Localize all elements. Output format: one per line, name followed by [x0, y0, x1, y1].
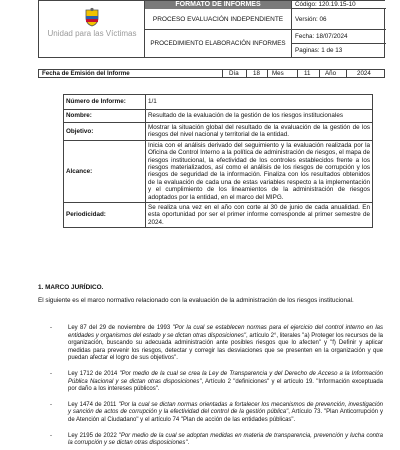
document-header: [38, 0, 385, 58]
row-value: 1/1: [146, 95, 373, 110]
table-row: [64, 95, 373, 110]
month-value: 11: [297, 70, 310, 77]
table-row: [64, 203, 373, 228]
law-detail: , Artículo 2 "definiciones" y el artículo 19. "Información exceptuada por daño a los intereses públicos".: [68, 378, 383, 393]
row-value: Se realiza una vez en el año con corte al 30 de junio de cada anualidad. En esta oportunidad por ser el primer informe corresponde al primer semestre de 2024.: [146, 203, 373, 228]
logo-cell: [39, 1, 145, 58]
row-key: Nombre:: [64, 110, 146, 123]
law-lead: Ley 1712 de 2014: [68, 370, 120, 377]
procedure-name: PROCEDIMIENTO ELABORACIÓN INFORMES: [150, 40, 286, 47]
doc-pages: Paginas: 1 de 13: [295, 47, 343, 54]
doc-version: Versión: 06: [292, 9, 386, 30]
section-intro: El siguiente es el marco normativo relacionado con la evaluación de la administración de los riesgos institucional.: [38, 297, 354, 304]
table-row: [64, 110, 373, 123]
process-name: PROCESO EVALUACIÓN INDEPENDIENTE: [145, 9, 291, 30]
list-item: [68, 325, 383, 363]
row-key: Alcance:: [64, 140, 146, 202]
law-list: [68, 325, 383, 450]
list-item: [68, 433, 383, 448]
law-title: "Por medio de la cual se crea la Ley de Transparencia y del Derecho de Acceso a la Información Pública Nacional y se dictan otras disposiciones": [68, 370, 384, 385]
row-key: Número de Informe:: [64, 95, 146, 110]
row-key: Objetivo:: [64, 123, 146, 141]
day-label: Día: [222, 70, 239, 77]
org-logo-text: Unidad para las Víctimas: [47, 29, 137, 38]
law-title: "Por la cual se dictan normas orientadas a fortalecer los mecanismos de prevención, investigación y sanción de actos de corrupción y la efectividad del control de la gestión pública": [68, 401, 384, 416]
header-meta: [291, 1, 385, 58]
year-label: Año: [319, 70, 336, 77]
law-detail: .: [187, 440, 190, 447]
row-value: Resultado de la evaluación de la gestión de los riesgos institucionales: [146, 110, 373, 123]
law-title: "Por medio de la cual se adoptan medidas en materia de transparencia, prevención y lucha contra la corrupción y se dictan otras disposiciones": [68, 432, 383, 447]
table-row: [64, 140, 373, 202]
row-value: Inicia con el análisis derivado del seguimiento y la evaluación realizada por la Oficina de Control Interno a la política de administración de riesgos, el mapa de riesgos institucional, la efectividad de los controles establecidos frente a los riesgos materializados, así como el análisis de los riesgos de corrupción y los riesgos de seguridad de la información. Finaliza con los resultados obtenidos de la evaluación de cada una de estas variables respecto a la implementación y el cumplimiento de los lineamientos de la administración de riesgos adoptados por la entidad, en el marco del MIPG.: [146, 140, 373, 202]
report-info-table: [63, 94, 373, 228]
coat-of-arms-icon: [83, 7, 101, 27]
emission-date-bar: [38, 69, 385, 78]
format-title: FORMATO DE INFORMES: [145, 1, 291, 9]
law-lead: Ley 87 del 29 de noviembre de 1993: [68, 325, 173, 331]
section-title: 1. MARCO JURÍDICO.: [38, 284, 104, 291]
row-value: Mostrar la situación global del resultado de la evaluación de la gestión de los riesgos del nivel nacional y territorial de la entidad.: [146, 123, 373, 141]
table-row: [64, 123, 373, 141]
header-middle: [145, 1, 291, 58]
year-value: 2024: [346, 70, 371, 77]
law-lead: Ley 1474 de 2011: [68, 401, 119, 408]
month-label: Mes: [267, 70, 284, 77]
law-detail: , Artículo 73. "Plan Anticorrupción y de Atención al Ciudadano" y el artículo 74 "Plan de acción de las entidades públicas".: [68, 409, 383, 423]
day-value: 18: [246, 70, 260, 77]
law-title: "Por la cual se establecen normas para el ejercicio del control interno en las entidades y organismos del estado y se dictan otras disposiciones": [68, 325, 383, 339]
row-key: Periodicidad:: [64, 203, 146, 228]
list-item: [68, 402, 383, 425]
doc-code: Código: 120.19.15-10: [292, 1, 386, 9]
law-lead: Ley 2195 de 2022: [68, 432, 119, 439]
law-detail: , artículo 2°, literales "a) Proteger los recursos de la organización, buscando su adecuada administración ante posibles riesgos que lo afecten" y "f) Definir y aplicar medidas para prevenir los riesgos, detectar y corregir las desviaciones que se presenten en la organización y que puedan afectar el logro de sus objetivos".: [68, 332, 383, 362]
emission-label: Fecha de Emisión del Informe: [42, 70, 130, 77]
list-item: [68, 371, 383, 394]
doc-date: Fecha: 18/07/2024: [292, 30, 386, 44]
